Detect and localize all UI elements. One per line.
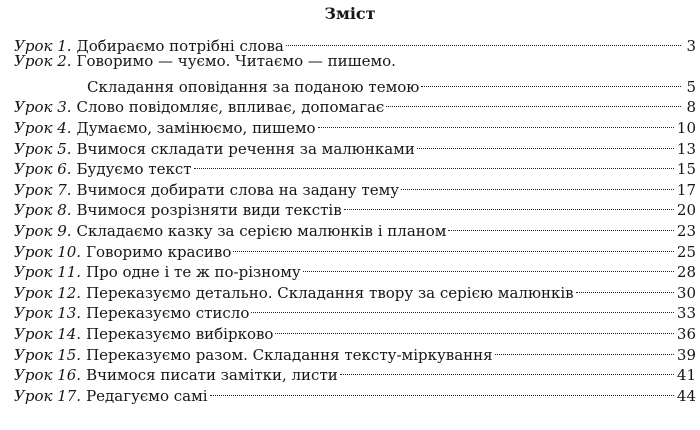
dot-leader: [576, 277, 674, 298]
lesson-title: Переказуємо детально. Складання твору за серією малюнків: [86, 283, 574, 302]
lesson-number: Урок 11.: [14, 263, 82, 282]
lesson-title: Переказуємо стисло: [86, 304, 250, 323]
toc-entry: [14, 30, 696, 55]
lesson-title: Будуємо текст: [76, 160, 192, 179]
lesson-title: Вчимося добирати слова на задану тему: [76, 180, 400, 199]
lesson-title: Переказуємо вибірково: [86, 324, 274, 343]
dot-leader: [448, 215, 673, 236]
lesson-number: Урок 15.: [14, 345, 82, 364]
lesson-title: Про одне і те ж по-різному: [86, 263, 301, 282]
lesson-number: Урок 17.: [14, 386, 82, 405]
lesson-number: Урок 4.: [14, 118, 72, 137]
lesson-title: Складаємо казку за серією малюнків і планом: [76, 221, 447, 240]
lesson-title: Переказуємо разом. Складання тексту-міркування: [86, 345, 493, 364]
lesson-title: Вчимося складати речення за малюнками: [76, 139, 415, 158]
toc-entry: [14, 51, 696, 72]
table-of-contents: [14, 30, 696, 405]
lesson-number: Урок 6.: [14, 160, 72, 179]
lesson-number: Урок 13.: [14, 304, 82, 323]
dot-leader: [421, 71, 681, 92]
page-title: Зміст: [324, 4, 376, 23]
dot-leader: [386, 92, 681, 113]
dot-leader: [417, 133, 674, 154]
page-number: 17: [676, 180, 696, 199]
page-number: 39: [676, 345, 696, 364]
toc-entry-continuation: [14, 71, 696, 96]
lesson-number: Урок 3.: [14, 98, 72, 117]
dot-leader: [340, 360, 674, 381]
page-number: 41: [676, 366, 696, 385]
dot-leader: [318, 112, 674, 133]
page-number: 3: [686, 36, 696, 55]
dot-leader: [344, 195, 674, 216]
dot-leader: [275, 318, 673, 339]
lesson-title: Говоримо — чуємо. Читаємо — пишемо.: [76, 51, 396, 70]
page-number: 30: [676, 283, 696, 302]
page-number: 10: [676, 118, 696, 137]
lesson-number: Урок 16.: [14, 366, 82, 385]
page-number: 33: [676, 304, 696, 323]
dot-leader: [194, 154, 674, 175]
dot-leader: [401, 174, 674, 195]
lesson-number: Урок 5.: [14, 139, 72, 158]
lesson-title: Говоримо красиво: [86, 242, 232, 261]
lesson-title: Редагуємо самі: [86, 386, 208, 405]
page-number: 8: [686, 98, 696, 117]
lesson-title: Вчимося писати замітки, листи: [86, 366, 338, 385]
lesson-number: Урок 10.: [14, 242, 82, 261]
lesson-title: Слово повідомляє, впливає, допомагає: [76, 98, 385, 117]
dot-leader: [233, 236, 674, 257]
page-number: 13: [676, 139, 696, 158]
dot-leader: [303, 257, 674, 278]
page-number: 25: [676, 242, 696, 261]
dot-leader: [251, 298, 674, 319]
lesson-title: Добираємо потрібні слова: [76, 36, 284, 55]
page-number: 5: [686, 77, 696, 96]
lesson-title: Думаємо, замінюємо, пишемо: [76, 118, 316, 137]
page-number: 20: [676, 201, 696, 220]
lesson-title: Вчимося розрізняти види текстів: [76, 201, 342, 220]
dot-leader: [495, 339, 674, 360]
lesson-number: Урок 2.: [14, 51, 72, 70]
page-number: 15: [676, 160, 696, 179]
lesson-number: Урок 8.: [14, 201, 72, 220]
page-number: 23: [676, 221, 696, 240]
page-number: 44: [676, 386, 696, 405]
lesson-number: Урок 12.: [14, 283, 82, 302]
lesson-number: Урок 14.: [14, 324, 82, 343]
lesson-title: Складання оповідання за поданою темою: [87, 77, 420, 96]
dot-leader: [210, 380, 674, 401]
lesson-number: Урок 1.: [14, 36, 72, 55]
lesson-number: Урок 9.: [14, 221, 72, 240]
dot-leader: [286, 30, 681, 51]
page-number: 36: [676, 324, 696, 343]
page-number: 28: [676, 263, 696, 282]
lesson-number: Урок 7.: [14, 180, 72, 199]
